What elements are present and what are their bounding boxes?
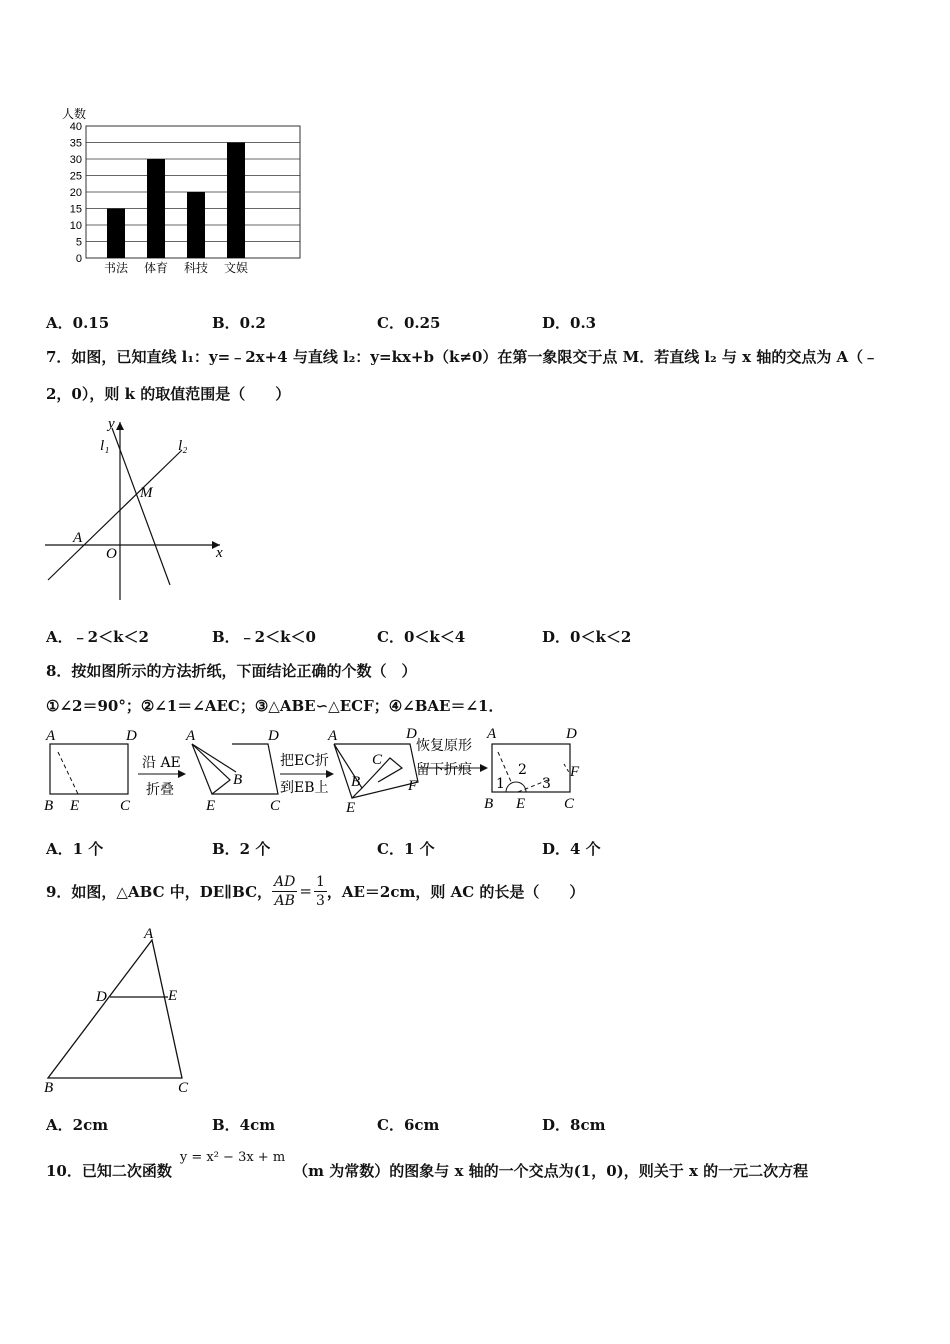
q9-option-c[interactable]: C．6cm (377, 1116, 440, 1134)
label-l2: l₂ (178, 438, 188, 454)
label-y: y (108, 416, 115, 432)
q8-option-b[interactable]: B．2 个 (212, 840, 271, 858)
p4-label-e: E (516, 796, 526, 812)
q7-option-d[interactable]: D．0＜k＜2 (542, 628, 632, 646)
fraction-ad: AD (274, 873, 296, 890)
label-m: M (140, 485, 153, 501)
label-c: C (178, 1080, 189, 1096)
p3-label-d: D (406, 726, 417, 742)
step3-label-a: 恢复原形 (416, 738, 472, 754)
arrow-3-head (480, 764, 488, 772)
y-axis-arrow (116, 422, 124, 430)
q10-formula: y = x² − 3x + m (179, 1150, 286, 1165)
y-tick-label: 35 (69, 137, 82, 150)
step2-label-a: 把EC折 (280, 753, 329, 769)
arrow-1-head (178, 770, 186, 778)
q8-option-d[interactable]: D．4 个 (542, 840, 601, 858)
panel-2-triangle (192, 744, 230, 794)
p1-label-c: C (120, 798, 131, 814)
angle-2-label: 2 (518, 762, 527, 778)
y-tick-label: 10 (69, 220, 82, 232)
q7-figure (40, 410, 240, 605)
q7-option-b[interactable]: B．﹣2＜k＜0 (212, 628, 316, 646)
q10-stem-pre: 10．已知二次函数 (46, 1162, 172, 1180)
label-e: E (168, 988, 178, 1004)
q9-stem (46, 868, 584, 914)
y-tick-label: 0 (75, 253, 82, 265)
q9-option-a[interactable]: A．2cm (46, 1116, 109, 1134)
p1-label-a: A (46, 728, 56, 744)
step3-label-b: 留下折痕 (416, 762, 472, 778)
p2-label-e: E (206, 798, 216, 814)
y-tick-label: 25 (69, 170, 82, 183)
label-b: B (44, 1080, 54, 1096)
q9-option-d[interactable]: D．8cm (542, 1116, 606, 1134)
step2-label-b: 到EB上 (280, 780, 329, 796)
p4-label-d: D (566, 726, 577, 742)
panel-2-edge (192, 744, 236, 772)
p3-label-e: E (346, 800, 356, 816)
step1-label-a: 沿 AE (142, 755, 181, 771)
y-tick-label: 5 (75, 236, 82, 249)
label-a: A (144, 926, 154, 942)
bar-4 (227, 143, 245, 259)
fraction-one-third (314, 873, 327, 910)
y-tick-label: 20 (69, 187, 82, 199)
chart-ylabel: 人数 (62, 107, 87, 121)
p2-label-b: B (233, 772, 243, 788)
q8-option-a[interactable]: A．1 个 (46, 840, 104, 858)
bar-2 (147, 159, 165, 258)
q6-option-c[interactable]: C．0.25 (377, 314, 441, 332)
q9-figure (40, 920, 210, 1100)
angle-3-label: 3 (542, 776, 551, 792)
bar-chart (50, 100, 310, 280)
p4-label-f: F (570, 764, 580, 780)
p1-label-b: B (44, 798, 54, 814)
step1-label-b: 折叠 (146, 782, 174, 798)
q8-stem-line2: ①∠2＝90°；②∠1＝∠AEC；③△ABE∽△ECF；④∠BAE＝∠1． (46, 697, 504, 715)
y-tick-label: 15 (69, 203, 82, 216)
equals-sign: = (299, 882, 312, 900)
p3-label-b: B (351, 774, 361, 790)
x-tick-label: 科技 (183, 261, 209, 275)
q7-option-a[interactable]: A．﹣2＜k＜2 (46, 628, 149, 646)
p4-label-c: C (564, 796, 575, 812)
p3-label-c: C (372, 752, 383, 768)
q10-stem (46, 1150, 808, 1181)
arrow-2-head (326, 770, 334, 778)
label-l1: l₁ (100, 438, 110, 454)
q9-option-b[interactable]: B．4cm (212, 1116, 276, 1134)
fraction-three: 3 (315, 892, 325, 909)
bar-1 (107, 209, 125, 259)
q9-stem-pre: 9．如图，△ABC 中，DE∥BC， (46, 882, 273, 901)
label-origin: O (106, 546, 117, 562)
y-tick-label: 30 (69, 154, 82, 166)
x-tick-label: 书法 (103, 261, 129, 275)
q8-stem-line1: 8．按如图所示的方法折纸，下面结论正确的个数（ ） (46, 662, 417, 680)
q7-stem-line2: 2，0），则 k 的取值范围是（ ） (46, 385, 291, 403)
p4-label-b: B (484, 796, 494, 812)
q8-figure (40, 722, 600, 822)
p4-label-a: A (487, 726, 497, 742)
bar-3 (187, 192, 205, 258)
q6-option-d[interactable]: D．0.3 (542, 314, 597, 332)
p2-label-a: A (186, 728, 196, 744)
fraction-ad-ab (272, 873, 297, 910)
q10-stem-post: （m 为常数）的图象与 x 轴的一个交点为(1，0)，则关于 x 的一元二次方程 (293, 1162, 809, 1180)
line-l1 (112, 428, 170, 585)
angle-1-label: 1 (496, 776, 505, 792)
q8-option-c[interactable]: C．1 个 (377, 840, 435, 858)
q7-option-c[interactable]: C．0＜k＜4 (377, 628, 466, 646)
q7-stem-line1: 7．如图，已知直线 l₁：y=﹣2x+4 与直线 l₂：y=kx+b（k≠0）在第一象限交于点 M．若直线 l₂ 与 x 轴的交点为 A（﹣ (46, 348, 879, 366)
x-tick-label: 体育 (143, 261, 169, 275)
triangle-abc (48, 940, 182, 1078)
q6-option-a[interactable]: A．0.15 (46, 314, 110, 332)
p2-label-d: D (268, 728, 279, 744)
p3-label-f: F (408, 778, 418, 794)
p1-label-e: E (70, 798, 80, 814)
label-x: x (216, 545, 223, 561)
label-d: D (96, 989, 107, 1005)
fraction-ab: AB (274, 892, 295, 909)
y-tick-label: 40 (69, 121, 82, 133)
rect-panel-1 (50, 744, 128, 794)
fraction-one: 1 (315, 873, 325, 890)
angle-arc (506, 782, 526, 792)
p3-label-a: A (328, 728, 338, 744)
p2-label-c: C (270, 798, 281, 814)
p1-label-d: D (126, 728, 137, 744)
q9-stem-post: ，AE＝2cm，则 AC 的长是（ ） (326, 882, 585, 901)
x-tick-label: 文娱 (223, 261, 249, 275)
q6-option-b[interactable]: B．0.2 (212, 314, 266, 332)
label-a: A (73, 530, 83, 546)
fold-line-ae (58, 752, 78, 794)
